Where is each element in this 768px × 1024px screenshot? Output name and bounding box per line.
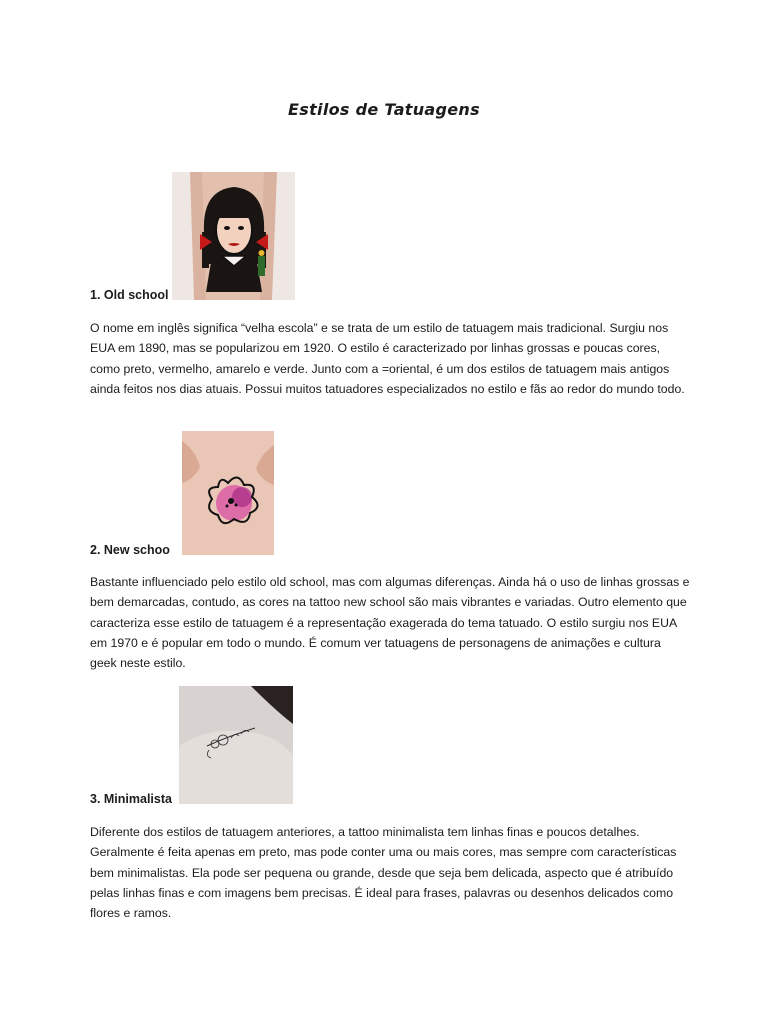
section-paragraph-old-school: O nome em inglês significa “velha escola” e se trata de um estilo de tatuagem mais tradicional. Surgiu nos EUA em 1890, mas se popularizou em 1920. O estilo é caracterizado por linhas grossas e poucas cores, como preto, vermelho, amarelo e verde. Junto com a =oriental, é um dos estilos de tatuagem mais antigos ainda feitos nos dias atuais. Possui muitos tatuadores especializados no estilo e fãs ao redor do mundo todo. (90, 321, 685, 396)
new-school-tattoo-photo (182, 431, 274, 555)
section-heading-old-school: 1. Old school (90, 288, 169, 302)
section-paragraph-minimalista: Diferente dos estilos de tatuagem anteriores, a tattoo minimalista tem linhas finas e poucos detalhes. Geralmente é feita apenas em preto, mas pode conter uma ou mais cores, mas sempre com características bem minimalistas. Ela pode ser pequena ou grande, desde que seja bem delicada, aspecto que é atribuído pelas linhas finas e com imagens bem precisas. É ideal para frases, palavras ou desenhos delicados como flores e ramos. (90, 825, 677, 921)
section-heading-new-school: 2. New schoo (90, 543, 170, 557)
old-school-tattoo-photo (172, 172, 295, 300)
section-paragraph-new-school: Bastante influenciado pelo estilo old school, mas com algumas diferenças. Ainda há o uso de linhas grossas e bem demarcadas, contudo, as cores na tattoo new school são mais vibrantes e variadas. Outro elemento que caracteriza esse estilo de tatuagem é a representação exagerada do tema tatuado. O estilo surgiu nos EUA em 1970 e é popular em todo o mundo. É comum ver tatuagens de personagens de animações e cultura geek neste estilo. (90, 575, 690, 671)
minimalist-tattoo-photo (179, 686, 293, 804)
section-heading-minimalista: 3. Minimalista (90, 792, 172, 806)
document-title: Estilos de Tatuagens (288, 100, 480, 119)
